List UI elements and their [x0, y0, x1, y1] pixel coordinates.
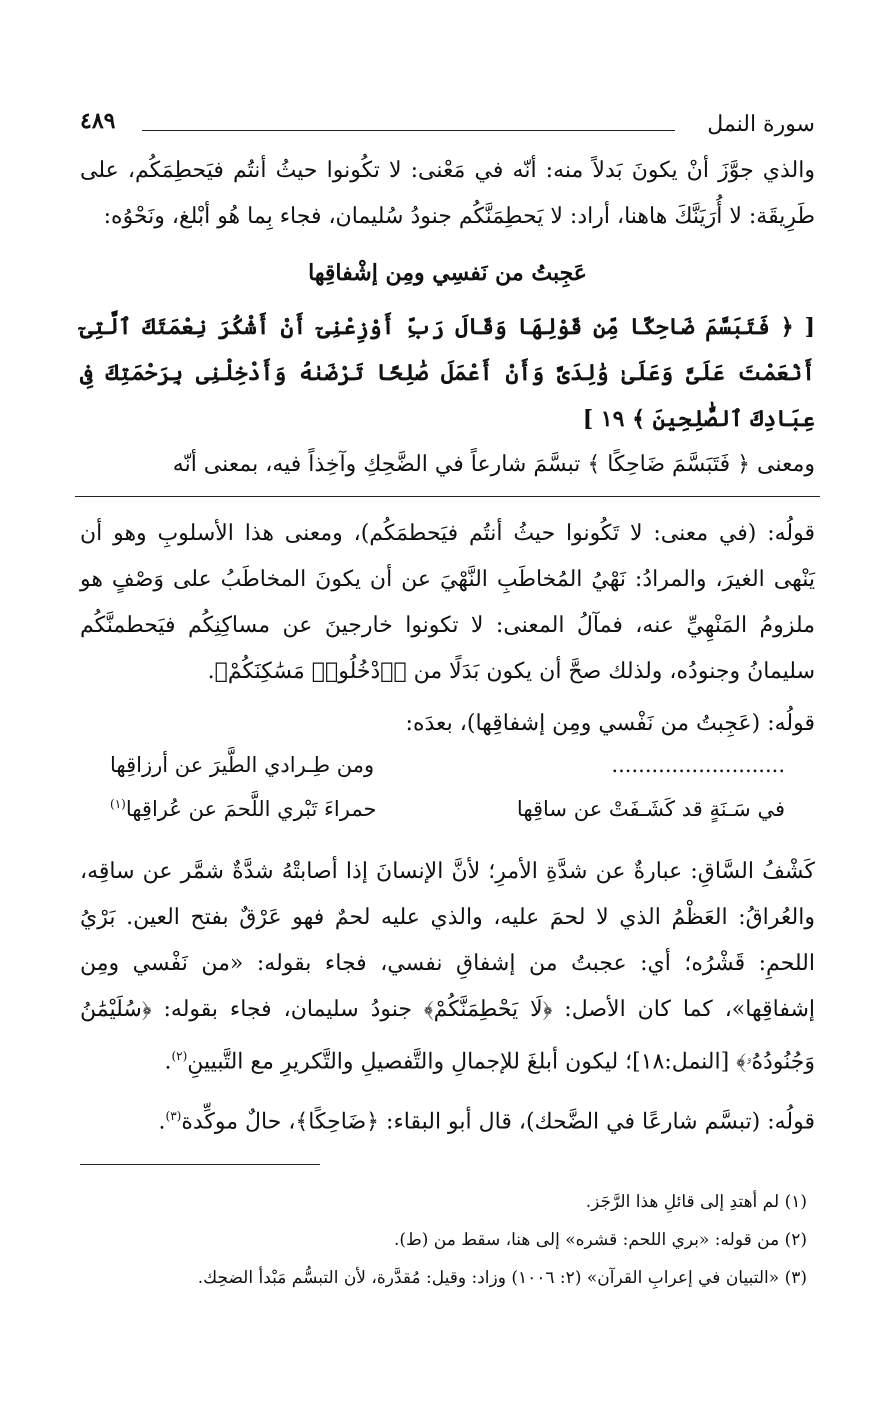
footnote-3: (٣) «التبيان في إعرابِ القرآن» (٢: ١٠٠٦) وزاد: وقيل: مُقدَّرة، لأن التبسُّم مَبْدأ الضحِك. — [197, 1267, 807, 1288]
poem-line1-left-hemistich: .......................... — [611, 753, 785, 777]
poem-line2-second-hemistich — [110, 797, 376, 821]
footnote-rule — [80, 1164, 320, 1165]
commentary-paragraph-2: قولُه: (عَجِبتُ من نَفْسي ومِن إشفاقِها)، بعدَه: — [405, 711, 815, 736]
poem-line2-first-hemistich: في سَـنَةٍ قد كَشَـفَتْ عن ساقِها — [516, 797, 785, 821]
footnote-ref-1[interactable]: (١) — [110, 797, 126, 811]
footnote-ref-3[interactable]: (٣) — [165, 1109, 182, 1124]
page — [80, 108, 815, 1297]
page-header — [80, 108, 815, 148]
poem-line2-text: حمراءَ تَبْري اللَّحمَ عن عُراقِها — [125, 797, 377, 821]
commentary-paragraph-3: كَشْفُ السَّاقِ: عبارةٌ عن شدَّةِ الأمرِ؛ لأنَّ الإنسانَ إذا أصابتْهُ شدَّةٌ شمَّر عن ساقِه، والعُراقُ: العَظْمُ الذي لا لحمَ عليه، والذي عليه لحمٌ فهو عَرْقٌ بفتح العين. بَرْيُ اللحمِ: قَشْرُه؛ أي: عجبتُ من إشفاقِ نفسي، فجاء بقوله: «من نَفْسي ومِن إشفاقِها»، كما كان الأصل: ﴿لَا يَحْطِمَنَّكُمْ﴾ جنودُ سليمان، فجاء بقوله: ﴿سُلَيْمَٰنُ وَجُنُودُهُۥ﴾ [النمل:١٨]؛ ليكون أبلغَ للإجمالِ والتَّفصيلِ والتَّكريرِ مع التَّبيينِ$^{(٢)}$. — [80, 859, 815, 1075]
commentary-divider — [75, 496, 820, 497]
verse-line: عَجِبتُ من نَفسِي ومِن إشْفاقِها — [308, 260, 587, 286]
quran-verse: [ ﴿ فَتَبَسَّمَ ضَاحِكًا مِّن قَوْلِهَا وَقَالَ رَبِّ أَوْزِعْنِىٓ أَنْ أَشْكُرَ نِعْمَتَكَ ٱلَّتِىٓ أَنْعَمْتَ عَلَىَّ وَعَلَىٰ وَٰلِدَىَّ وَأَنْ أَعْمَلَ صَٰلِحًا تَرْضَىٰهُ وَأَدْخِلْنِى بِرَحْمَتِكَ فِى عِبَادِكَ ٱلصَّٰلِحِينَ ﴾ ١٩ ] — [80, 314, 815, 432]
poem — [110, 753, 785, 841]
footnote-2: (٢) من قوله: «بري اللحم: قشره» إلى هنا، سقط من (ط). — [393, 1229, 807, 1250]
commentary-paragraph-1: قولُه: (في معنى: لا تَكُونوا حيثُ أنتُم فيَحطمَكُم)، ومعنى هذا الأسلوبِ وهو أن يَنْهى الغيرَ، والمرادُ: نَهْيُ المُخاطَبِ النَّهْيَ عن أن يكونَ المخاطَبُ على وَصْفٍ هو ملزومُ المَنْهِيِّ عنه، فمآلُ المعنى: لا تكونوا خارجينَ عن مساكِنِكُم فيَحطمنَّكُم سليمانُ وجنودُه، ولذلك صحَّ أن يكون بَدَلًا من ﴿ٱدْخُلُوا۟ مَسَٰكِنَكُمْ﴾. — [80, 521, 815, 684]
main-paragraph-1: والذي جوَّزَ أنْ يكونَ بَدلاً منه: أنّه في مَعْنى: لا تكُونوا حيثُ أنتُم فيَحطِمَكُم، على طَرِيقَة: لا أُرَيَنَّكَ هاهنا، أراد: لا يَحطِمَنَّكُم جنودُ سُليمان، فجاء بِما هُو أبْلغ، ونَحْوُه: — [80, 158, 815, 229]
main-paragraph-2: ومعنى ﴿ فَتَبَسَّمَ ضَاحِكًا ﴾ تبسَّمَ شارعاً في الضَّحِكِ وآخِذاً فيه، بمعنى أنّه — [172, 452, 815, 477]
surah-title: سورة النمل — [707, 112, 815, 137]
footnote-ref-2[interactable]: (٢) — [171, 1049, 188, 1063]
poem-line1-right-hemistich: ومن طِـرادي الطَّيرَ عن أرزاقِها — [110, 753, 375, 777]
commentary-paragraph-3-text: كَشْفُ السَّاقِ: عبارةٌ عن شدَّةِ الأمرِ؛ لأنَّ الإنسانَ إذا أصابتْهُ شدَّةٌ شمَّر عن ساقِه، والعُراقُ: العَظْمُ الذي لا لحمَ عليه، والذي عليه لحمٌ فهو عَرْقٌ بفتح العين. بَرْيُ اللحمِ: قَشْرُه؛ أي: عجبتُ من إشفاقِ نفسي، فجاء بقوله: «من نَفْسي ومِن إشفاقِها»، كما كان الأصل: ﴿لَا يَحْطِمَنَّكُمْ﴾ جنودُ سليمان، فجاء بقوله: ﴿سُلَيْمَٰنُ وَجُنُودُهُۥ﴾ [النمل:١٨]؛ ليكون أبلغَ للإجمالِ والتَّفصيلِ والتَّكريرِ مع التَّبيينِ — [80, 859, 815, 1075]
page-number: ٤٨٩ — [80, 108, 116, 134]
footnote-1: (١) لم أهتدِ إلى قائلِ هذا الرَّجَز. — [585, 1191, 807, 1212]
header-rule — [142, 130, 675, 131]
commentary-paragraph-4-text: قولُه: (تبسَّم شارعًا في الضَّحك)، قال أبو البقاء: ﴿ضَاحِكًا﴾، حالٌ موكِّدة — [181, 1109, 815, 1135]
commentary-paragraph-4: قولُه: (تبسَّم شارعًا في الضَّحك)، قال أبو البقاء: ﴿ضَاحِكًا﴾، حالٌ موكِّدة$^{(٣)}$. — [158, 1109, 815, 1135]
